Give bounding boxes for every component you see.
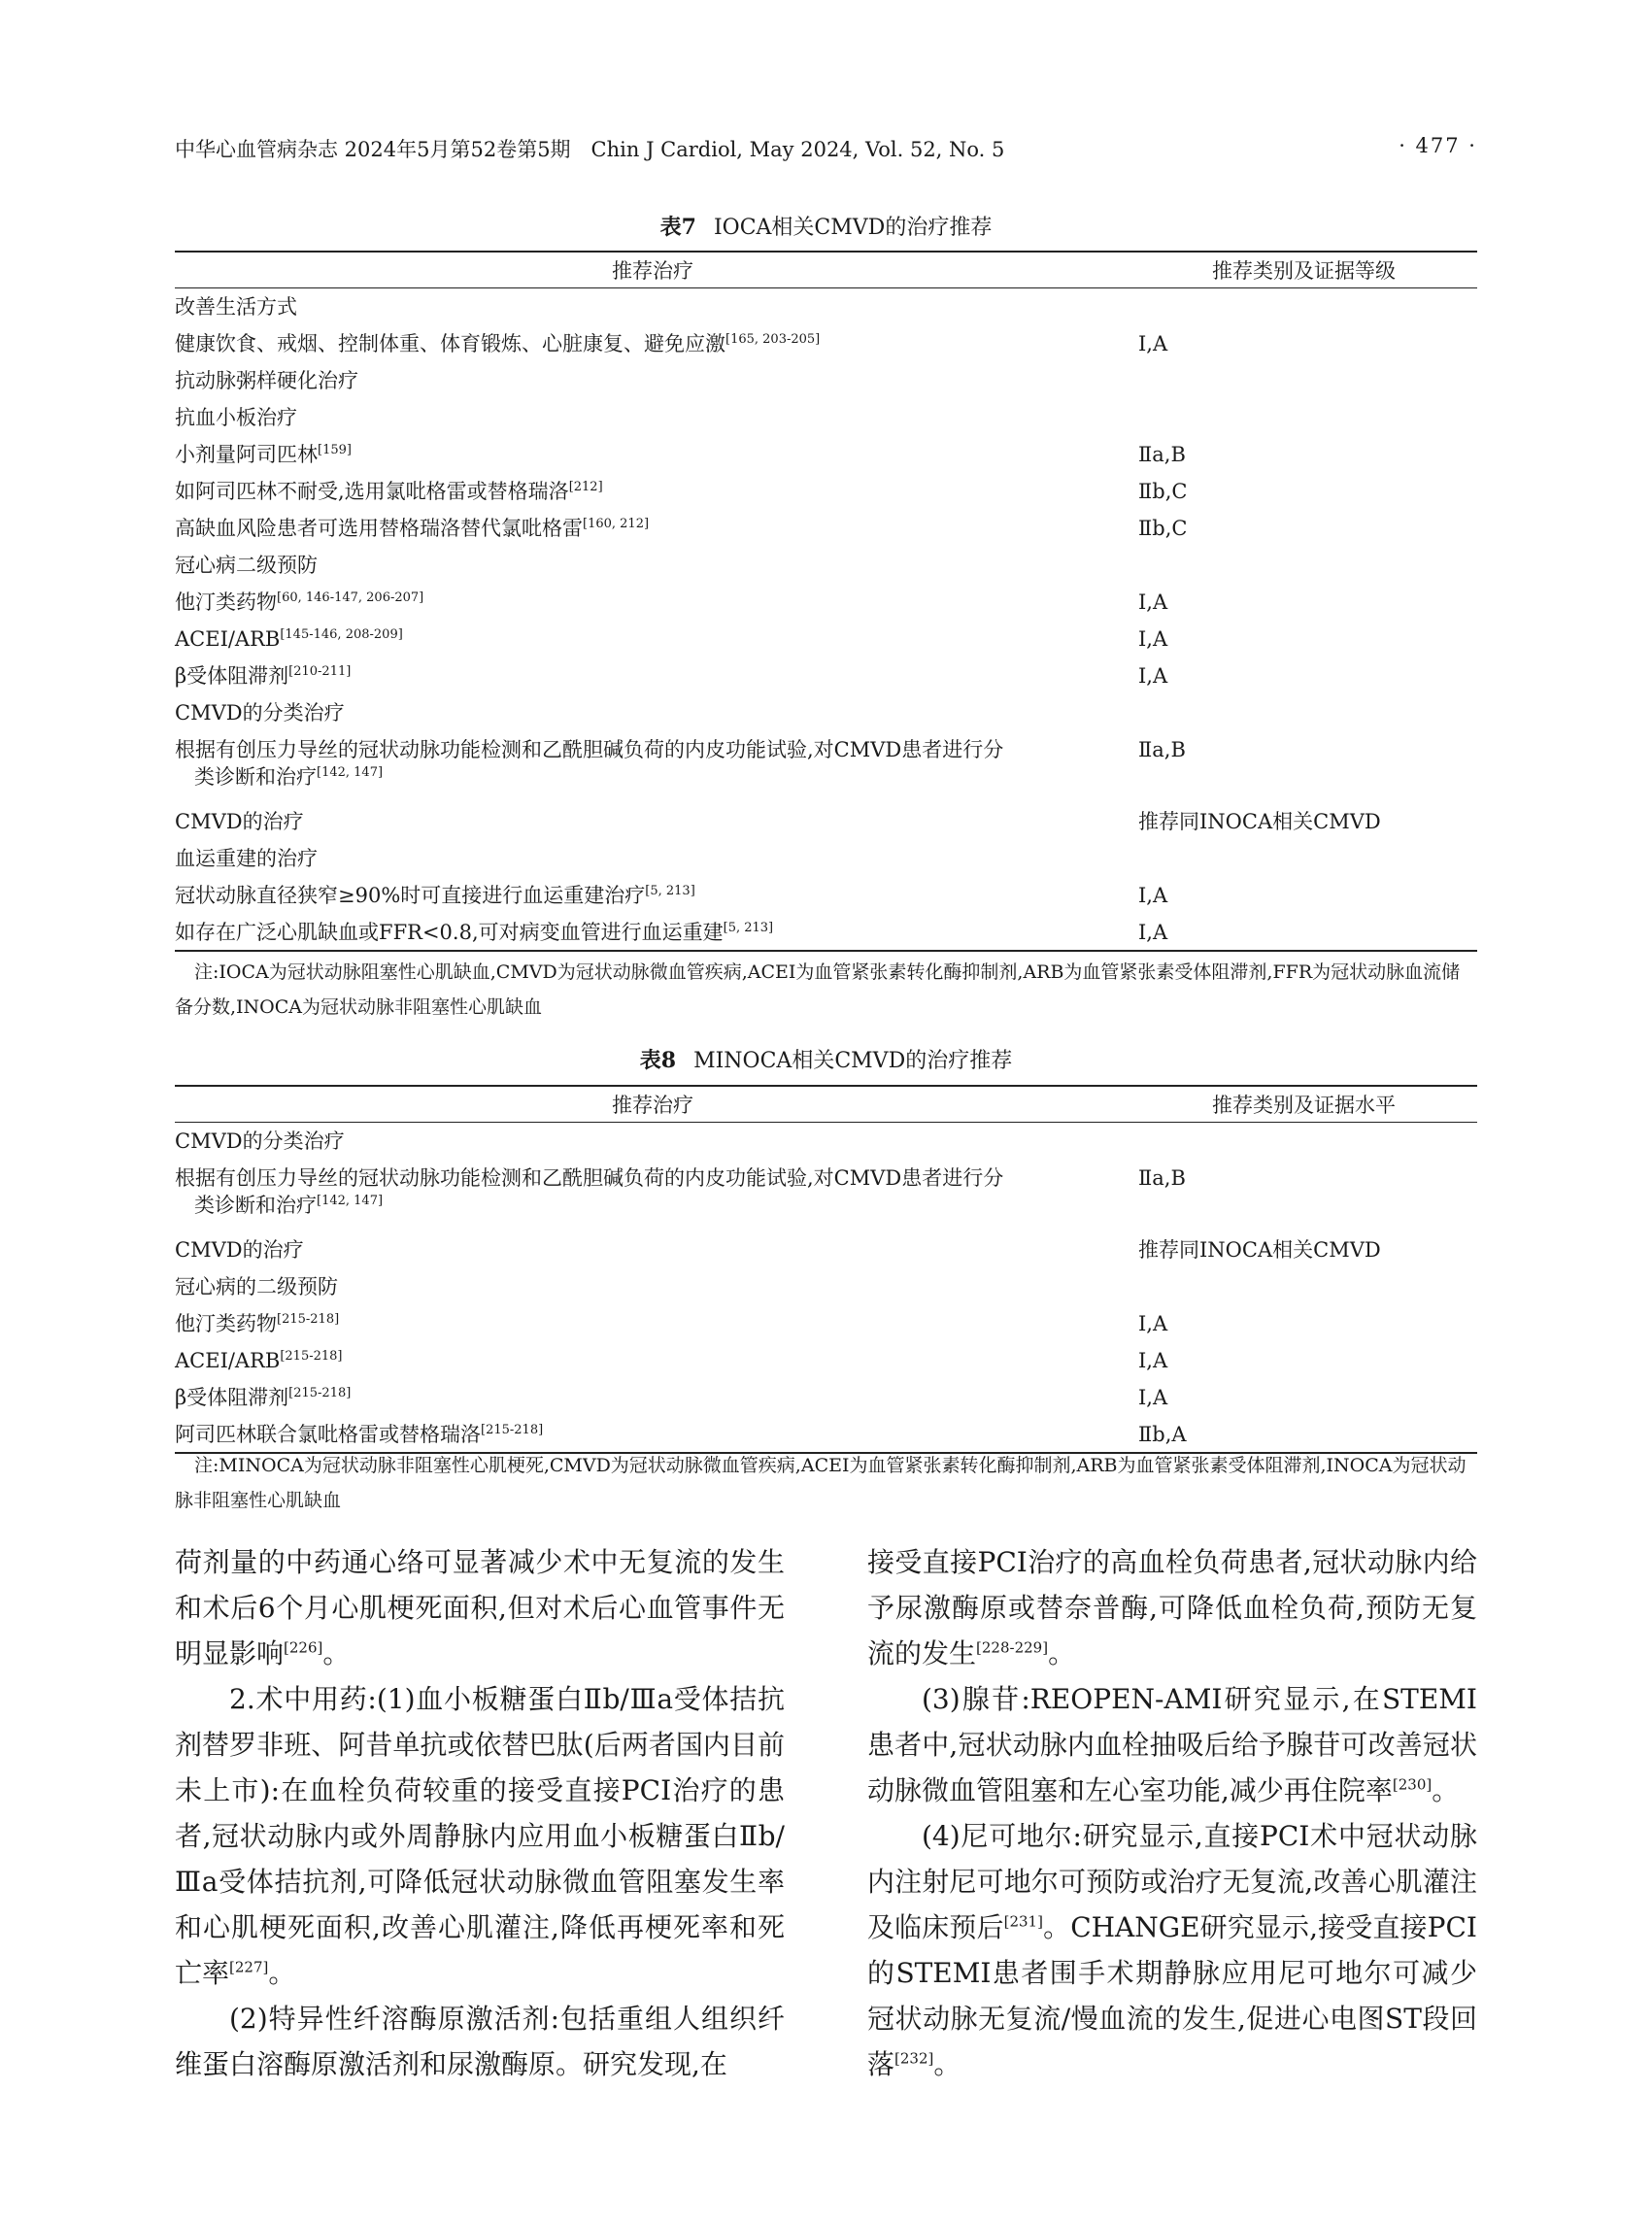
row-text: CMVD的分类治疗 [175, 1129, 345, 1153]
row-text: 他汀类药物 [175, 590, 277, 614]
row-ref: [5, 213] [723, 920, 774, 935]
paragraph [175, 1539, 785, 1676]
row-grade: Ⅰ,A [1138, 883, 1168, 907]
row-text: 如阿司匹林不耐受,选用氯吡格雷或替格瑞洛 [175, 479, 569, 503]
paragraph [867, 1813, 1477, 2087]
row-ref: [215-218] [280, 1348, 343, 1364]
paragraph-tail: 。 [1048, 1637, 1076, 1669]
table8-caption [175, 1044, 1477, 1074]
table-row [175, 803, 1477, 840]
table7-caption [175, 211, 1477, 241]
row-grade [1130, 1268, 1477, 1305]
table-row [175, 1342, 1477, 1379]
row-text: 冠心病二级预防 [175, 553, 318, 577]
row-ref: [5, 213] [645, 883, 695, 898]
row-grade: Ⅱa,B [1138, 442, 1186, 466]
table-row [175, 1305, 1477, 1342]
table7 [175, 251, 1477, 952]
citation: [230] [1392, 1775, 1433, 1794]
row-grade: Ⅰ,A [1138, 331, 1168, 355]
table-row [175, 657, 1477, 694]
row-grade: Ⅰ,A [1138, 1348, 1168, 1372]
row-grade: 推荐同INOCA相关CMVD [1138, 1237, 1381, 1262]
row-grade: Ⅱa,B [1138, 1165, 1186, 1190]
row-grade: 推荐同INOCA相关CMVD [1138, 809, 1381, 833]
row-text: 冠心病的二级预防 [175, 1274, 338, 1298]
table-row [175, 1268, 1477, 1305]
table-row [175, 1160, 1477, 1231]
row-grade [1130, 399, 1477, 436]
row-grade: Ⅰ,A [1138, 626, 1168, 651]
row-grade: Ⅱb,A [1130, 1416, 1477, 1453]
row-text: CMVD的治疗 [175, 809, 304, 833]
paragraph-tail: 。 [1432, 1774, 1460, 1806]
table-row [175, 325, 1477, 362]
row-text: 冠状动脉直径狭窄≥90%时可直接进行血运重建治疗 [175, 883, 646, 907]
table-row [175, 473, 1477, 510]
row-ref: [160, 212] [583, 516, 650, 531]
row-text: 血运重建的治疗 [175, 846, 318, 870]
table-row [175, 510, 1477, 547]
table7-note: 注:IOCA为冠状动脉阻塞性心肌缺血,CMVD为冠状动脉微血管疾病,ACEI为血管紧张素转化酶抑制剂,ARB为血管紧张素受体阻滞剂,FFR为冠状动脉血流储备分数,INOCA为冠状动脉非阻塞性心肌缺血 [175, 961, 1461, 1018]
row-ref: [210-211] [288, 663, 352, 679]
table8 [175, 1085, 1477, 1454]
table-row [175, 1416, 1477, 1453]
row-grade [1130, 362, 1477, 399]
paragraph-tail: 。 [322, 1637, 351, 1669]
row-text: 抗动脉粥样硬化治疗 [175, 368, 358, 392]
row-grade: Ⅱa,B [1138, 737, 1186, 761]
row-grade: Ⅰ,A [1138, 1385, 1168, 1409]
row-text: 小剂量阿司匹林 [175, 442, 318, 466]
paragraph-text: 2.术中用药:(1)血小板糖蛋白Ⅱb/Ⅲa受体拮抗剂替罗非班、阿昔单抗或依替巴肽(后两者国内目前未上市):在血栓负荷较重的接受直接PCI治疗的患者,冠状动脉内或外周静脉内应用血小板糖蛋白Ⅱb/Ⅲa受体拮抗剂,可降低冠状动脉微血管阻塞发生率和心肌梗死面积,改善心肌灌注,降低再梗死率和死亡率 [175, 1683, 785, 1989]
table-row [175, 621, 1477, 657]
running-header [175, 134, 1477, 173]
table-row [175, 399, 1477, 436]
row-ref: [60, 146-147, 206-207] [277, 590, 424, 605]
paragraph-text: (4)尼可地尔:研究显示,直接PCI术中冠状动脉内注射尼可地尔可预防或治疗无复流,改善心肌灌注及临床预后 [867, 1820, 1477, 1943]
row-text: ACEI/ARB [175, 1348, 281, 1372]
row-text: CMVD的分类治疗 [175, 700, 345, 725]
paragraph [867, 1539, 1477, 1676]
table8-number: 表8 [639, 1048, 677, 1073]
table-row [175, 1123, 1477, 1160]
row-grade: Ⅰ,A [1138, 1311, 1168, 1335]
row-text: 根据有创压力导丝的冠状动脉功能检测和乙酰胆碱负荷的内皮功能试验,对CMVD患者进行分 [175, 1165, 1004, 1190]
table-row [175, 840, 1477, 877]
row-text: 他汀类药物 [175, 1311, 277, 1335]
row-text: 改善生活方式 [175, 295, 297, 319]
paragraph-tail: 。 [268, 1957, 296, 1989]
page-number: · 477 · [1399, 134, 1477, 157]
table7-header-treatment: 推荐治疗 [175, 252, 1130, 288]
row-ref: [165, 203-205] [725, 331, 821, 347]
row-grade: Ⅰ,A [1138, 590, 1168, 614]
table-row [175, 1379, 1477, 1416]
paragraph [175, 1676, 785, 1996]
paragraph-text: (3)腺苷:REOPEN-AMI研究显示,在STEMI患者中,冠状动脉内血栓抽吸后给予腺苷可改善冠状动脉微血管阻塞和左心室功能,减少再住院率 [867, 1683, 1477, 1806]
table-row [175, 584, 1477, 621]
row-text: β受体阻滞剂 [175, 1385, 289, 1409]
row-text: 抗血小板治疗 [175, 405, 297, 429]
row-grade [1130, 1123, 1477, 1160]
paragraph-text: (2)特异性纤溶酶原激活剂:包括重组人组织纤维蛋白溶酶原激活剂和尿激酶原。研究发现,在 [175, 2003, 785, 2080]
paragraph [867, 1676, 1477, 1813]
table-row [175, 436, 1477, 473]
citation: [227] [229, 1958, 269, 1976]
row-text-continued: 类诊断和治疗 [194, 764, 317, 789]
row-grade: Ⅰ,A [1138, 663, 1168, 688]
table-row [175, 288, 1477, 325]
body-column-left [175, 1539, 785, 2087]
table8-header-grade: 推荐类别及证据水平 [1130, 1086, 1477, 1123]
body-column-right [867, 1539, 1477, 2087]
paragraph-tail: 。 [933, 2048, 961, 2080]
citation: [232] [894, 2049, 934, 2068]
paragraph-tail: 。CHANGE研究显示,接受直接PCI的STEMI患者围手术期静脉应用尼可地尔可减少冠状动脉无复流/慢血流的发生,促进心电图ST段回落 [867, 1911, 1477, 2080]
row-ref: [212] [568, 479, 603, 494]
citation: [226] [284, 1638, 323, 1657]
row-grade: Ⅰ,A [1130, 914, 1477, 951]
row-grade [1130, 547, 1477, 584]
row-ref: [159] [318, 442, 352, 457]
paragraph-text: 接受直接PCI治疗的高血栓负荷患者,冠状动脉内给予尿激酶原或替奈普酶,可降低血栓负荷,预防无复流的发生 [867, 1546, 1477, 1669]
table-row [175, 877, 1477, 914]
row-ref: [215-218] [288, 1385, 352, 1400]
table8-note: 注:MINOCA为冠状动脉非阻塞性心肌梗死,CMVD为冠状动脉微血管疾病,ACEI为血管紧张素转化酶抑制剂,ARB为血管紧张素受体阻滞剂,INOCA为冠状动脉非阻塞性心肌缺血 [175, 1455, 1467, 1511]
citation: [231] [1003, 1912, 1043, 1931]
row-grade: Ⅱb,C [1138, 516, 1188, 540]
table7-number: 表7 [659, 215, 696, 240]
row-grade: Ⅱb,C [1138, 479, 1188, 503]
table8-header-treatment: 推荐治疗 [175, 1086, 1130, 1123]
row-text: 根据有创压力导丝的冠状动脉功能检测和乙酰胆碱负荷的内皮功能试验,对CMVD患者进行分 [175, 737, 1004, 761]
row-ref: [145-146, 208-209] [280, 626, 403, 642]
table7-title: IOCA相关CMVD的治疗推荐 [713, 216, 993, 240]
citation: [228-229] [976, 1638, 1049, 1657]
table-row [175, 1231, 1477, 1268]
row-ref: [215-218] [481, 1422, 544, 1437]
row-ref: [142, 147] [317, 764, 384, 780]
row-text: ACEI/ARB [175, 626, 281, 651]
table-row [175, 731, 1477, 803]
row-text: 健康饮食、戒烟、控制体重、体育锻炼、心脏康复、避免应激 [175, 331, 725, 355]
row-grade [1130, 694, 1477, 731]
row-grade [1130, 288, 1477, 325]
row-text: 如存在广泛心肌缺血或FFR<0.8,可对病变血管进行血运重建 [175, 920, 724, 944]
row-text: β受体阻滞剂 [175, 663, 289, 688]
row-text: 高缺血风险患者可选用替格瑞洛替代氯吡格雷 [175, 516, 583, 540]
table7-header-grade: 推荐类别及证据等级 [1130, 252, 1477, 288]
paragraph-text: 荷剂量的中药通心络可显著减少术中无复流的发生和术后6个月心肌梗死面积,但对术后心血管事件无明显影响 [175, 1546, 785, 1669]
journal-citation: 中华心血管病杂志 2024年5月第52卷第5期 Chin J Cardiol, May 2024, Vol. 52, No. 5 [175, 138, 1005, 161]
row-text: 阿司匹林联合氯吡格雷或替格瑞洛 [175, 1422, 481, 1446]
table-row [175, 547, 1477, 584]
row-text-continued: 类诊断和治疗 [194, 1193, 317, 1217]
table-row [175, 914, 1477, 951]
row-ref: [215-218] [277, 1311, 340, 1327]
row-text: CMVD的治疗 [175, 1237, 304, 1262]
row-grade [1130, 840, 1477, 877]
table-row [175, 694, 1477, 731]
paragraph [175, 1996, 785, 2087]
table8-title: MINOCA相关CMVD的治疗推荐 [693, 1049, 1013, 1073]
table-row [175, 362, 1477, 399]
row-ref: [142, 147] [317, 1193, 384, 1208]
